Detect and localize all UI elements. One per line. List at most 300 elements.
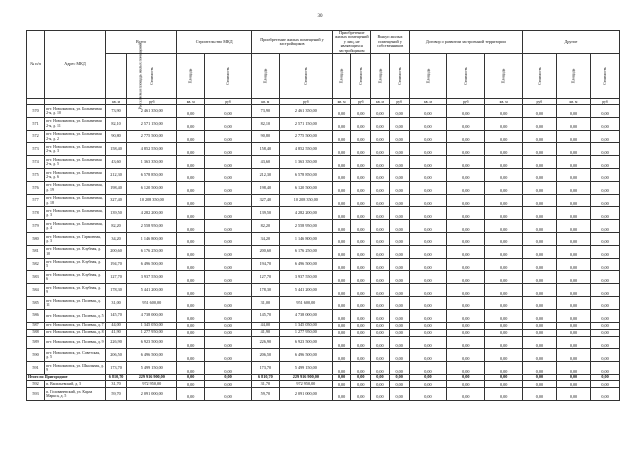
row-zero-value: 0,00 xyxy=(447,194,485,207)
row-zero-value: 0,00 xyxy=(591,387,620,400)
row-total-area: 198,40 xyxy=(105,181,126,194)
row-zero-value: 0,00 xyxy=(333,156,351,169)
row-total-area: 41,90 xyxy=(105,329,126,336)
row-zero-value: 0,00 xyxy=(389,349,409,362)
row-zero-value: 0,00 xyxy=(522,387,556,400)
row-developer-area: 327,40 xyxy=(251,194,279,207)
row-total-area: 206,50 xyxy=(105,349,126,362)
row-zero-value: 0,00 xyxy=(333,296,351,309)
table-row xyxy=(27,143,620,156)
row-zero-value: 0,00 xyxy=(447,362,485,375)
unit-cell: кв. м xyxy=(371,99,389,105)
table-row xyxy=(27,349,620,362)
row-construction-area: 0,00 xyxy=(177,156,205,169)
row-total-area: 139,50 xyxy=(105,207,126,220)
row-zero-value: 0,00 xyxy=(351,309,371,322)
row-zero-value: 0,00 xyxy=(333,220,351,233)
row-zero-value: 0,00 xyxy=(556,387,590,400)
row-construction-area: 0,00 xyxy=(177,296,205,309)
row-address: пгт. Новольвовск, ул. Больничная 2-я, д. 6 xyxy=(45,169,106,182)
row-zero-value: 0,00 xyxy=(522,349,556,362)
row-developer-cost: 2 775 500,00 xyxy=(279,130,332,143)
row-developer-cost: 951 600,00 xyxy=(279,296,332,309)
header-persons: Приобретение жилых помещений у лиц, не являющихся застройщиком xyxy=(333,31,371,54)
row-zero-value: 0,00 xyxy=(556,207,590,220)
row-developer-area: 59,70 xyxy=(251,387,279,400)
row-zero-value: 0,00 xyxy=(485,245,522,258)
row-zero-value: 0,00 xyxy=(447,387,485,400)
row-zero-value: 0,00 xyxy=(522,143,556,156)
row-number: 577 xyxy=(27,194,45,207)
row-number: 583 xyxy=(27,271,45,284)
row-zero-value: 0,00 xyxy=(591,271,620,284)
table-row xyxy=(27,362,620,375)
row-developer-area: 127,70 xyxy=(251,271,279,284)
row-zero-value: 0,00 xyxy=(371,130,389,143)
unit-cell: кв. м xyxy=(333,99,351,105)
row-total-area: 145,70 xyxy=(105,309,126,322)
row-total-area: 327,40 xyxy=(105,194,126,207)
row-developer-area: 178,30 xyxy=(251,284,279,297)
row-zero-value: 0,00 xyxy=(351,233,371,246)
row-zero-value: 0,00 xyxy=(522,194,556,207)
row-total-cost: 1 277 950,00 xyxy=(127,329,177,336)
row-zero-value: 0,00 xyxy=(351,336,371,349)
row-number: 593 xyxy=(27,387,45,400)
row-address: пгт. Новольвовск, ул. Больничная 2-я, д. 5 xyxy=(45,156,106,169)
row-zero-value: 0,00 xyxy=(556,169,590,182)
row-developer-area: 139,50 xyxy=(251,207,279,220)
row-zero-value: 0,00 xyxy=(485,349,522,362)
row-number: 570 xyxy=(27,105,45,118)
row-zero-value: 0,00 xyxy=(591,233,620,246)
row-developer-area: 90,80 xyxy=(251,130,279,143)
row-developer-area: 226,90 xyxy=(251,336,279,349)
row-address: пгт. Новольвовск, ул. Советская, д. 5 xyxy=(45,349,106,362)
row-zero-value: 0,00 xyxy=(389,380,409,387)
row-developer-area: 200,60 xyxy=(251,245,279,258)
row-zero-value: 0,00 xyxy=(556,105,590,118)
row-zero-value: 0,00 xyxy=(447,105,485,118)
row-zero-value: 0,00 xyxy=(371,143,389,156)
row-zero-value: 0,00 xyxy=(389,362,409,375)
total-zero-value: 0,00 xyxy=(591,374,620,380)
resettlement-table xyxy=(26,30,620,401)
row-zero-value: 0,00 xyxy=(409,220,446,233)
row-developer-cost: 2 461 350,00 xyxy=(279,105,332,118)
unit-cell: руб xyxy=(389,99,409,105)
row-zero-value: 0,00 xyxy=(371,349,389,362)
row-zero-value: 0,00 xyxy=(351,329,371,336)
row-zero-value: 0,00 xyxy=(389,296,409,309)
row-construction-cost: 0,00 xyxy=(205,117,252,130)
row-zero-value: 0,00 xyxy=(409,322,446,329)
row-zero-value: 0,00 xyxy=(389,387,409,400)
row-zero-value: 0,00 xyxy=(591,296,620,309)
row-zero-value: 0,00 xyxy=(351,105,371,118)
row-number: 584 xyxy=(27,284,45,297)
row-zero-value: 0,00 xyxy=(447,117,485,130)
total-developer-cost: 229 916 900,00 xyxy=(279,374,332,380)
row-zero-value: 0,00 xyxy=(485,181,522,194)
row-zero-value: 0,00 xyxy=(409,169,446,182)
row-construction-cost: 0,00 xyxy=(205,181,252,194)
unit-cell: руб xyxy=(447,99,485,105)
row-zero-value: 0,00 xyxy=(389,194,409,207)
row-developer-cost: 972 950,00 xyxy=(279,380,332,387)
row-zero-value: 0,00 xyxy=(556,117,590,130)
row-zero-value: 0,00 xyxy=(371,271,389,284)
row-address: пгт. Новольвовск, ул. Полевая, д. 5 xyxy=(45,309,106,322)
row-zero-value: 0,00 xyxy=(591,143,620,156)
row-zero-value: 0,00 xyxy=(351,245,371,258)
row-zero-value: 0,00 xyxy=(409,336,446,349)
header-total: Всего xyxy=(105,31,176,54)
row-zero-value: 0,00 xyxy=(389,329,409,336)
unit-cell: руб xyxy=(279,99,332,105)
row-construction-cost: 0,00 xyxy=(205,169,252,182)
total-area: 6 810,70 xyxy=(105,374,126,380)
row-zero-value: 0,00 xyxy=(333,258,351,271)
row-address: пгт. Новольвовск, ул. Больничная 2-я, д. 2 xyxy=(45,130,106,143)
row-zero-value: 0,00 xyxy=(389,220,409,233)
row-total-area: 82,20 xyxy=(105,220,126,233)
row-zero-value: 0,00 xyxy=(389,117,409,130)
row-zero-value: 0,00 xyxy=(351,181,371,194)
row-developer-area: 82,20 xyxy=(251,220,279,233)
row-zero-value: 0,00 xyxy=(409,105,446,118)
row-address: пгт. Новольвовск, ул. Больничная 2-я, д. 10 xyxy=(45,105,106,118)
row-zero-value: 0,00 xyxy=(485,169,522,182)
row-number: 586 xyxy=(27,309,45,322)
row-construction-cost: 0,00 xyxy=(205,245,252,258)
row-developer-cost: 1 146 800,00 xyxy=(279,233,332,246)
row-total-cost: 5 441 200,00 xyxy=(127,284,177,297)
row-number: 590 xyxy=(27,349,45,362)
row-total-area: 127,70 xyxy=(105,271,126,284)
row-total-cost: 3 937 550,00 xyxy=(127,271,177,284)
row-zero-value: 0,00 xyxy=(333,105,351,118)
row-zero-value: 0,00 xyxy=(409,329,446,336)
subheader-area: Площадь xyxy=(177,54,205,99)
row-total-area: 173,70 xyxy=(105,362,126,375)
row-zero-value: 0,00 xyxy=(522,296,556,309)
row-zero-value: 0,00 xyxy=(485,156,522,169)
row-zero-value: 0,00 xyxy=(333,329,351,336)
row-number: 591 xyxy=(27,362,45,375)
row-construction-cost: 0,00 xyxy=(205,309,252,322)
row-total-cost: 2 091 000,00 xyxy=(127,387,177,400)
row-developer-area: 194,70 xyxy=(251,258,279,271)
row-number: 573 xyxy=(27,143,45,156)
row-zero-value: 0,00 xyxy=(485,194,522,207)
row-zero-value: 0,00 xyxy=(522,169,556,182)
row-construction-cost: 0,00 xyxy=(205,105,252,118)
row-zero-value: 0,00 xyxy=(351,117,371,130)
row-zero-value: 0,00 xyxy=(351,271,371,284)
row-zero-value: 0,00 xyxy=(389,207,409,220)
unit-cell: кв. м xyxy=(177,99,205,105)
row-developer-cost: 4 852 550,00 xyxy=(279,143,332,156)
row-zero-value: 0,00 xyxy=(591,309,620,322)
row-zero-value: 0,00 xyxy=(371,309,389,322)
table-row xyxy=(27,105,620,118)
row-zero-value: 0,00 xyxy=(389,245,409,258)
row-zero-value: 0,00 xyxy=(556,220,590,233)
subheader-area: Площадь xyxy=(333,54,351,99)
row-zero-value: 0,00 xyxy=(351,194,371,207)
row-zero-value: 0,00 xyxy=(333,322,351,329)
row-zero-value: 0,00 xyxy=(591,362,620,375)
row-construction-area: 0,00 xyxy=(177,309,205,322)
total-cost: 229 916 900,00 xyxy=(127,374,177,380)
row-total-area: 178,30 xyxy=(105,284,126,297)
row-number: 581 xyxy=(27,245,45,258)
row-developer-cost: 1 345 050,00 xyxy=(279,322,332,329)
row-developer-cost: 6 578 850,00 xyxy=(279,169,332,182)
unit-cell: кв. м xyxy=(485,99,522,105)
row-zero-value: 0,00 xyxy=(522,181,556,194)
row-developer-cost: 6 496 500,00 xyxy=(279,349,332,362)
unit-cell: руб xyxy=(522,99,556,105)
row-construction-cost: 0,00 xyxy=(205,207,252,220)
table-row xyxy=(27,322,620,329)
total-developer-area: 6 810,70 xyxy=(251,374,279,380)
row-zero-value: 0,00 xyxy=(371,380,389,387)
row-construction-area: 0,00 xyxy=(177,233,205,246)
row-zero-value: 0,00 xyxy=(351,362,371,375)
row-developer-cost: 1 277 950,00 xyxy=(279,329,332,336)
row-construction-area: 0,00 xyxy=(177,105,205,118)
row-zero-value: 0,00 xyxy=(556,380,590,387)
header-buyout: Выкуп жилых помещений у собственников xyxy=(371,31,409,54)
row-address: пгт. Новольвовск, ул. Больничная, д. 3 xyxy=(45,207,106,220)
table-row xyxy=(27,245,620,258)
row-zero-value: 0,00 xyxy=(409,130,446,143)
unit-cell: руб xyxy=(351,99,371,105)
row-construction-area: 0,00 xyxy=(177,329,205,336)
subheader-area: Площадь xyxy=(371,54,389,99)
row-zero-value: 0,00 xyxy=(371,258,389,271)
row-total-area: 43,60 xyxy=(105,156,126,169)
row-address: п. Васильевский, д. 5 xyxy=(45,380,106,387)
row-zero-value: 0,00 xyxy=(351,143,371,156)
row-total-area: 59,70 xyxy=(105,387,126,400)
row-developer-area: 31,00 xyxy=(251,296,279,309)
row-zero-value: 0,00 xyxy=(485,387,522,400)
row-zero-value: 0,00 xyxy=(409,117,446,130)
header-territory: Договор о развитии застроенной территории xyxy=(409,31,522,54)
row-zero-value: 0,00 xyxy=(485,322,522,329)
row-developer-cost: 2 571 150,00 xyxy=(279,117,332,130)
header-construction: Строительство МКД xyxy=(177,31,252,54)
subheader-area: Площадь xyxy=(556,54,590,99)
row-zero-value: 0,00 xyxy=(447,349,485,362)
row-zero-value: 0,00 xyxy=(371,181,389,194)
row-zero-value: 0,00 xyxy=(556,233,590,246)
row-construction-area: 0,00 xyxy=(177,181,205,194)
row-zero-value: 0,00 xyxy=(591,117,620,130)
row-construction-area: 0,00 xyxy=(177,271,205,284)
total-construction-cost: 0,00 xyxy=(205,374,252,380)
row-total-cost: 2 775 500,00 xyxy=(127,130,177,143)
row-developer-area: 206,50 xyxy=(251,349,279,362)
total-zero-value: 0,00 xyxy=(522,374,556,380)
row-zero-value: 0,00 xyxy=(522,105,556,118)
row-zero-value: 0,00 xyxy=(447,156,485,169)
unit-cell: кв. м xyxy=(105,99,126,105)
row-zero-value: 0,00 xyxy=(447,380,485,387)
total-zero-value: 0,00 xyxy=(351,374,371,380)
row-number: 572 xyxy=(27,130,45,143)
row-zero-value: 0,00 xyxy=(351,380,371,387)
subheader-cost: Стоимость xyxy=(389,54,409,99)
row-zero-value: 0,00 xyxy=(591,156,620,169)
table-row xyxy=(27,329,620,336)
row-zero-value: 0,00 xyxy=(447,296,485,309)
row-zero-value: 0,00 xyxy=(522,245,556,258)
total-zero-value: 0,00 xyxy=(447,374,485,380)
total-zero-value: 0,00 xyxy=(389,374,409,380)
row-zero-value: 0,00 xyxy=(485,271,522,284)
row-zero-value: 0,00 xyxy=(333,181,351,194)
row-construction-area: 0,00 xyxy=(177,220,205,233)
row-total-cost: 6 923 500,00 xyxy=(127,336,177,349)
row-total-area: 44,00 xyxy=(105,322,126,329)
row-zero-value: 0,00 xyxy=(447,258,485,271)
row-zero-value: 0,00 xyxy=(485,220,522,233)
row-zero-value: 0,00 xyxy=(522,117,556,130)
row-zero-value: 0,00 xyxy=(351,220,371,233)
row-developer-cost: 4 738 000,00 xyxy=(279,309,332,322)
row-zero-value: 0,00 xyxy=(389,233,409,246)
row-construction-cost: 0,00 xyxy=(205,329,252,336)
row-zero-value: 0,00 xyxy=(485,207,522,220)
row-total-area: 73,90 xyxy=(105,105,126,118)
total-zero-value: 0,00 xyxy=(371,374,389,380)
row-construction-area: 0,00 xyxy=(177,207,205,220)
row-zero-value: 0,00 xyxy=(333,207,351,220)
table-row xyxy=(27,271,620,284)
header-other: Другие xyxy=(522,31,619,54)
row-developer-cost: 4 282 200,00 xyxy=(279,207,332,220)
row-zero-value: 0,00 xyxy=(556,284,590,297)
row-address: пгт. Новольвовск, ул. Полевая, д. 9 xyxy=(45,336,106,349)
row-zero-value: 0,00 xyxy=(409,349,446,362)
row-zero-value: 0,00 xyxy=(485,329,522,336)
row-developer-cost: 3 937 550,00 xyxy=(279,271,332,284)
row-zero-value: 0,00 xyxy=(522,309,556,322)
subheader-area: Площадь xyxy=(485,54,522,99)
table-row xyxy=(27,336,620,349)
subheader-cost: Стоимость xyxy=(127,54,177,99)
table-row xyxy=(27,117,620,130)
row-zero-value: 0,00 xyxy=(591,181,620,194)
table-row xyxy=(27,284,620,297)
row-zero-value: 0,00 xyxy=(389,258,409,271)
row-construction-area: 0,00 xyxy=(177,362,205,375)
table-row xyxy=(27,156,620,169)
row-zero-value: 0,00 xyxy=(333,130,351,143)
row-zero-value: 0,00 xyxy=(409,194,446,207)
total-zero-value: 0,00 xyxy=(333,374,351,380)
row-developer-cost: 1 363 350,00 xyxy=(279,156,332,169)
row-zero-value: 0,00 xyxy=(522,271,556,284)
row-zero-value: 0,00 xyxy=(522,329,556,336)
row-zero-value: 0,00 xyxy=(485,284,522,297)
row-zero-value: 0,00 xyxy=(409,245,446,258)
row-zero-value: 0,00 xyxy=(485,130,522,143)
table-row xyxy=(27,207,620,220)
table-row xyxy=(27,233,620,246)
row-zero-value: 0,00 xyxy=(371,169,389,182)
row-developer-cost: 5 499 150,00 xyxy=(279,362,332,375)
row-zero-value: 0,00 xyxy=(371,245,389,258)
row-construction-area: 0,00 xyxy=(177,194,205,207)
row-zero-value: 0,00 xyxy=(556,245,590,258)
row-total-area: 82,10 xyxy=(105,117,126,130)
row-zero-value: 0,00 xyxy=(389,271,409,284)
total-construction-area: 0,00 xyxy=(177,374,205,380)
row-number: 587 xyxy=(27,322,45,329)
unit-cell: руб xyxy=(127,99,177,105)
row-total-cost: 6 176 250,00 xyxy=(127,245,177,258)
row-zero-value: 0,00 xyxy=(333,143,351,156)
row-zero-value: 0,00 xyxy=(389,130,409,143)
total-label: Итого по Пригородное xyxy=(27,374,106,380)
row-address: пгт. Новольвовск, ул. Полевая, д. 7 xyxy=(46,323,104,328)
row-construction-area: 0,00 xyxy=(177,349,205,362)
table-row xyxy=(27,181,620,194)
row-construction-cost: 0,00 xyxy=(205,336,252,349)
row-zero-value: 0,00 xyxy=(371,194,389,207)
row-construction-cost: 0,00 xyxy=(205,296,252,309)
row-zero-value: 0,00 xyxy=(333,271,351,284)
row-zero-value: 0,00 xyxy=(522,130,556,143)
row-number: 585 xyxy=(27,296,45,309)
row-zero-value: 0,00 xyxy=(351,387,371,400)
row-zero-value: 0,00 xyxy=(409,387,446,400)
table-row xyxy=(27,296,620,309)
row-zero-value: 0,00 xyxy=(409,296,446,309)
row-zero-value: 0,00 xyxy=(591,258,620,271)
row-zero-value: 0,00 xyxy=(351,207,371,220)
row-zero-value: 0,00 xyxy=(351,296,371,309)
row-zero-value: 0,00 xyxy=(591,169,620,182)
row-zero-value: 0,00 xyxy=(371,284,389,297)
row-developer-cost: 5 441 200,00 xyxy=(279,284,332,297)
subheader-cost: Стоимость xyxy=(591,54,620,99)
row-zero-value: 0,00 xyxy=(333,284,351,297)
row-zero-value: 0,00 xyxy=(591,329,620,336)
row-zero-value: 0,00 xyxy=(389,322,409,329)
header-num: № п/п xyxy=(27,31,45,99)
unit-cell: кв. м xyxy=(556,99,590,105)
row-developer-cost: 2 091 000,00 xyxy=(279,387,332,400)
row-zero-value: 0,00 xyxy=(351,284,371,297)
page-number: 30 xyxy=(317,14,323,19)
row-zero-value: 0,00 xyxy=(409,156,446,169)
row-zero-value: 0,00 xyxy=(485,296,522,309)
row-construction-area: 0,00 xyxy=(177,387,205,400)
row-developer-area: 145,70 xyxy=(251,309,279,322)
row-zero-value: 0,00 xyxy=(522,233,556,246)
row-zero-value: 0,00 xyxy=(522,220,556,233)
row-zero-value: 0,00 xyxy=(485,309,522,322)
row-developer-area: 44,00 xyxy=(251,322,279,329)
row-zero-value: 0,00 xyxy=(556,329,590,336)
row-zero-value: 0,00 xyxy=(409,233,446,246)
